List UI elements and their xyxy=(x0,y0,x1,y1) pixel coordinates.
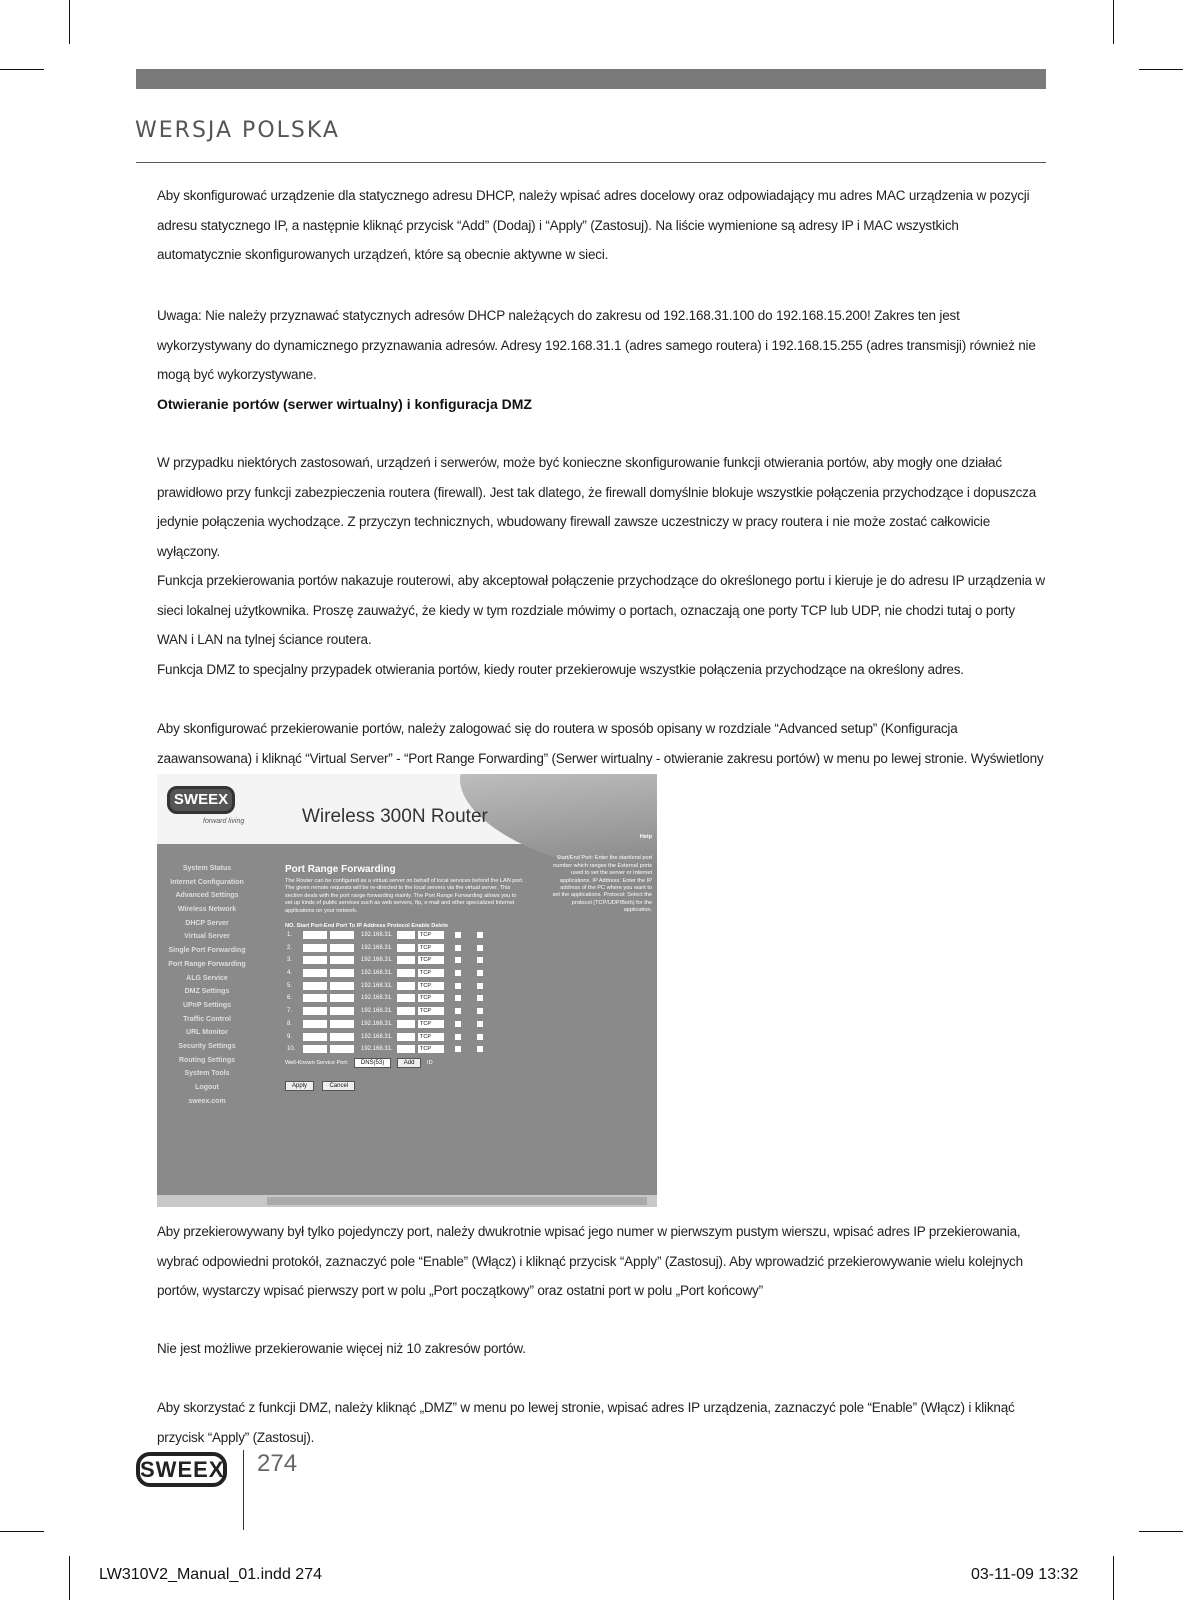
start-port-input[interactable] xyxy=(303,931,327,939)
enable-checkbox[interactable] xyxy=(455,1021,461,1027)
end-port-input[interactable] xyxy=(330,1020,354,1028)
router-menu-item[interactable]: Port Range Forwarding xyxy=(168,960,246,968)
horizontal-scrollbar[interactable] xyxy=(157,1195,657,1207)
table-row xyxy=(285,942,525,955)
ip-input[interactable] xyxy=(397,1007,415,1015)
delete-checkbox[interactable] xyxy=(477,1046,483,1052)
row-number: 7. xyxy=(287,1008,293,1015)
router-sidebar xyxy=(157,862,257,1108)
heading-port-forwarding: Otwieranie portów (serwer wirtualny) i konfiguracja DMZ xyxy=(157,396,532,412)
end-port-input[interactable] xyxy=(330,994,354,1002)
table-row xyxy=(285,992,525,1005)
start-port-input[interactable] xyxy=(303,969,327,977)
ip-input[interactable] xyxy=(397,1020,415,1028)
enable-checkbox[interactable] xyxy=(455,1046,461,1052)
enable-checkbox[interactable] xyxy=(455,957,461,963)
protocol-select[interactable]: TCP xyxy=(418,1045,444,1053)
crop-mark xyxy=(69,0,70,44)
crop-mark xyxy=(1139,69,1183,70)
enable-checkbox[interactable] xyxy=(455,983,461,989)
paragraph-single-port: Aby przekierowywany był tylko pojedynczy port, należy dwukrotnie wpisać jego numer w pierwszym pustym wierszu, wpisać adres IP przekierowania, wybrać odpowiedni protokół, zaznaczyć pole “Enable” (Włącz) i kliknąć przycisk “Apply” (Zastosuj). Aby wprowadzić przekierowywanie wielu kolejnych portów, wystarczy wpisać pierwszy port w polu „Port początkowy” oraz ostatni port w polu „Port końcowy” xyxy=(157,1224,1023,1298)
router-description: The Router can be configured as a virtual server on behalf of local services behind the LAN port. The given remote requests will be re-directed to the local servers via the virtual server. This section deals with the port range forwarding mainly. The Port Range Forwarding allows you to set up kinds of public services such as web servers, ftp, e-mail and other specialized Internet applications on your network. xyxy=(285,878,524,914)
start-port-input[interactable] xyxy=(303,1007,327,1015)
router-product-name: Wireless 300N Router xyxy=(302,806,488,827)
paragraph-dmz-usage: Aby skorzystać z funkcji DMZ, należy kliknąć „DMZ” w menu po lewej stronie, wpisać adres IP urządzenia, zaznaczyć pole “Enable” (Włącz) i kliknąć przycisk “Apply” (Zastosuj). xyxy=(157,1400,1015,1445)
paragraph-firewall: W przypadku niektórych zastosowań, urządzeń i serwerów, może być konieczne skonfigurowanie funkcji otwierania portów, aby mogły one działać prawidłowo przy funkcji zabezpieczenia routera (firewall). Jest tak dlatego, że firewall domyślnie blokuje wszystkie połączenia przychodzące i dopuszcza jedynie połączenia wychodzące. Z przyczyn technicznych, wbudowany firewall zawsze uczestniczy w pracy routera i nie może zostać całkowicie wyłączony. xyxy=(157,455,1037,559)
ip-prefix: 192.168.31. xyxy=(361,1033,393,1040)
protocol-select[interactable]: TCP xyxy=(418,982,444,990)
add-button[interactable]: Add xyxy=(397,1058,422,1068)
router-menu-item[interactable]: Traffic Control xyxy=(183,1015,231,1023)
well-known-select[interactable]: DNS(53) xyxy=(354,1058,391,1068)
ip-prefix: 192.168.31. xyxy=(361,982,393,989)
sweex-logo: SWEEX xyxy=(136,1452,227,1487)
ip-input[interactable] xyxy=(397,956,415,964)
delete-checkbox[interactable] xyxy=(477,932,483,938)
ip-input[interactable] xyxy=(397,944,415,952)
section-title: WERSJA POLSKA xyxy=(135,118,340,143)
table-row xyxy=(285,954,525,967)
crop-mark xyxy=(0,69,44,70)
end-port-input[interactable] xyxy=(330,982,354,990)
start-port-input[interactable] xyxy=(303,1020,327,1028)
protocol-select[interactable]: TCP xyxy=(418,944,444,952)
router-menu-item[interactable]: Advanced Settings xyxy=(175,892,239,900)
enable-checkbox[interactable] xyxy=(455,995,461,1001)
start-port-input[interactable] xyxy=(303,956,327,964)
paragraph-static-dhcp: Aby skonfigurować urządzenie dla statycznego adresu DHCP, należy wpisać adres docelowy oraz odpowiadający mu adres MAC urządzenia w pozycji adresu statycznego IP, a następnie kliknąć przycisk “Add” (Dodaj) i “Apply” (Zastosuj). Na liście wymienione są adresy IP i MAC wszystkich automatycznie skonfigurowanych urządzeń, które są obecnie aktywne w sieci. xyxy=(157,188,1030,262)
protocol-select[interactable]: TCP xyxy=(418,1020,444,1028)
delete-checkbox[interactable] xyxy=(477,970,483,976)
router-menu-item[interactable]: Routing Settings xyxy=(179,1056,235,1064)
router-menu-item[interactable]: URL Monitor xyxy=(186,1029,228,1037)
cancel-button[interactable]: Cancel xyxy=(322,1081,355,1091)
help-title: Help xyxy=(639,834,652,840)
footer-divider xyxy=(243,1450,244,1530)
row-number: 5. xyxy=(287,982,293,989)
router-menu-item[interactable]: System Status xyxy=(182,865,232,872)
delete-checkbox[interactable] xyxy=(477,1008,483,1014)
paragraph-configure: Aby skonfigurować przekierowanie portów, należy zalogować się do routera w sposób opisany w rozdziale “Advanced setup” (Konfiguracja zaawansowana) i kliknąć “Virtual Server” - “Port Range Forwarding” (Serwer wirtualny - otwieranie zakresu portów) w menu po lewej stronie. Wyświetlony xyxy=(157,721,1044,766)
router-tagline: forward living xyxy=(203,818,245,825)
crop-mark xyxy=(1113,0,1114,44)
row-number: 6. xyxy=(287,995,293,1002)
row-number: 1. xyxy=(287,932,293,939)
ip-input[interactable] xyxy=(397,994,415,1002)
router-menu-item[interactable]: DMZ Settings xyxy=(184,988,230,996)
router-help xyxy=(552,834,652,915)
ip-prefix: 192.168.31. xyxy=(361,1020,393,1027)
enable-checkbox[interactable] xyxy=(455,970,461,976)
protocol-select[interactable]: TCP xyxy=(418,1033,444,1041)
crop-mark xyxy=(69,1556,70,1600)
ip-input[interactable] xyxy=(397,1045,415,1053)
router-table-header: NO. Start Port-End Port To IP Address Protocol Enable Delete xyxy=(285,923,449,930)
end-port-input[interactable] xyxy=(330,1045,354,1053)
table-row xyxy=(285,929,525,942)
row-number: 2. xyxy=(287,944,293,951)
delete-checkbox[interactable] xyxy=(477,1034,483,1040)
row-number: 8. xyxy=(287,1020,293,1027)
router-table xyxy=(285,929,525,1056)
table-row xyxy=(285,1005,525,1018)
enable-checkbox[interactable] xyxy=(455,1034,461,1040)
protocol-select[interactable]: TCP xyxy=(418,931,444,939)
router-menu-item[interactable]: Wireless Network xyxy=(177,906,237,914)
table-row xyxy=(285,1018,525,1031)
crop-mark xyxy=(1113,1556,1114,1600)
protocol-select[interactable]: TCP xyxy=(418,969,444,977)
router-menu-item[interactable]: UPnP Settings xyxy=(182,1001,232,1009)
router-screenshot xyxy=(157,774,657,1207)
end-port-input[interactable] xyxy=(330,931,354,939)
ip-prefix: 192.168.31. xyxy=(361,995,393,1002)
ip-prefix: 192.168.31. xyxy=(361,932,393,939)
enable-checkbox[interactable] xyxy=(455,1008,461,1014)
table-row xyxy=(285,1043,525,1056)
start-port-input[interactable] xyxy=(303,982,327,990)
delete-checkbox[interactable] xyxy=(477,983,483,989)
end-port-input[interactable] xyxy=(330,944,354,952)
scrollbar-thumb[interactable] xyxy=(267,1197,647,1205)
protocol-select[interactable]: TCP xyxy=(418,994,444,1002)
to-label: ID xyxy=(427,1059,433,1066)
table-row xyxy=(285,1031,525,1044)
router-menu-item[interactable]: sweex.com xyxy=(188,1097,226,1105)
protocol-select[interactable]: TCP xyxy=(418,1007,444,1015)
router-actions xyxy=(285,1074,525,1092)
ip-input[interactable] xyxy=(397,1033,415,1041)
row-number: 10. xyxy=(287,1046,296,1053)
apply-button[interactable]: Apply xyxy=(285,1081,314,1091)
end-port-input[interactable] xyxy=(330,969,354,977)
slug-date: 03-11-09 13:32 xyxy=(971,1566,1079,1583)
delete-checkbox[interactable] xyxy=(477,1021,483,1027)
start-port-input[interactable] xyxy=(303,944,327,952)
divider xyxy=(136,162,1046,163)
delete-checkbox[interactable] xyxy=(477,957,483,963)
help-text: Start/End Port: Enter the start/end port number which ranges the External ports used to set the server or Internet applications. IP Address: Enter the IP address of the PC where you want to set the applications. Protocol: Select the protocol (TCP/UDP/Both) for the application. xyxy=(552,855,652,914)
ip-prefix: 192.168.31. xyxy=(361,1046,393,1053)
well-known-label: Well-Known Service Port: xyxy=(285,1059,349,1066)
row-number: 3. xyxy=(287,957,293,964)
ip-input[interactable] xyxy=(397,982,415,990)
ip-prefix: 192.168.31. xyxy=(361,944,393,951)
delete-checkbox[interactable] xyxy=(477,945,483,951)
crop-mark xyxy=(1139,1531,1183,1532)
paragraph-dmz: Funkcja DMZ to specjalny przypadek otwierania portów, kiedy router przekierowuje wszystkie połączenia przychodzące na określony adres. xyxy=(157,662,964,677)
ip-prefix: 192.168.31. xyxy=(361,1008,393,1015)
delete-checkbox[interactable] xyxy=(477,995,483,1001)
end-port-input[interactable] xyxy=(330,1007,354,1015)
router-menu-item[interactable]: DHCP Server xyxy=(185,919,229,927)
router-menu-item[interactable]: Virtual Server xyxy=(184,933,230,941)
router-menu-item[interactable]: System Tools xyxy=(184,1070,230,1078)
row-number: 4. xyxy=(287,970,293,977)
row-number: 9. xyxy=(287,1033,293,1040)
router-page-title: Port Range Forwarding xyxy=(285,864,396,875)
router-menu-item[interactable]: Logout xyxy=(195,1084,219,1091)
router-menu-item[interactable]: ALG Service xyxy=(186,974,228,982)
paragraph-limit: Nie jest możliwe przekierowanie więcej niż 10 zakresów portów. xyxy=(157,1341,526,1356)
enable-checkbox[interactable] xyxy=(455,932,461,938)
header-bar xyxy=(136,69,1046,89)
slug-file: LW310V2_Manual_01.indd 274 xyxy=(99,1566,322,1583)
paragraph-forwarding: Funkcja przekierowania portów nakazuje routerowi, aby akceptował połączenie przychodzące do określonego portu i kieruje je do adresu IP urządzenia w sieci lokalnej użytkownika. Proszę zauważyć, że kiedy w tym rozdziale mówimy o portach, oznaczają one porty TCP lub UDP, nie chodzi tutaj o porty WAN i LAN na tylnej ściance routera. xyxy=(157,573,1045,647)
router-logo: SWEEX xyxy=(167,786,235,814)
start-port-input[interactable] xyxy=(303,1033,327,1041)
ip-prefix: 192.168.31. xyxy=(361,970,393,977)
ip-input[interactable] xyxy=(397,931,415,939)
crop-mark xyxy=(0,1531,44,1532)
table-row xyxy=(285,967,525,980)
start-port-input[interactable] xyxy=(303,994,327,1002)
ip-input[interactable] xyxy=(397,969,415,977)
router-menu-item[interactable]: Security Settings xyxy=(178,1042,236,1050)
enable-checkbox[interactable] xyxy=(455,945,461,951)
paragraph-note: Uwaga: Nie należy przyznawać statycznych adresów DHCP należących do zakresu od 192.168.31.100 do 192.168.15.200! Zakres ten jest wykorzystywany do dynamicznego przyznawania adresów. Adresy 192.168.31.1 (adres samego routera) i 192.168.15.255 (adres transmisji) również nie mogą być wykorzystywane. xyxy=(157,308,1036,382)
well-known-row xyxy=(285,1058,525,1070)
end-port-input[interactable] xyxy=(330,956,354,964)
router-menu-item[interactable]: Single Port Forwarding xyxy=(168,947,246,955)
page-number: 274 xyxy=(257,1450,298,1477)
router-menu-item[interactable]: Internet Configuration xyxy=(170,878,244,886)
table-row xyxy=(285,980,525,993)
start-port-input[interactable] xyxy=(303,1045,327,1053)
ip-prefix: 192.168.31. xyxy=(361,957,393,964)
protocol-select[interactable]: TCP xyxy=(418,956,444,964)
router-main xyxy=(285,864,525,1092)
end-port-input[interactable] xyxy=(330,1033,354,1041)
